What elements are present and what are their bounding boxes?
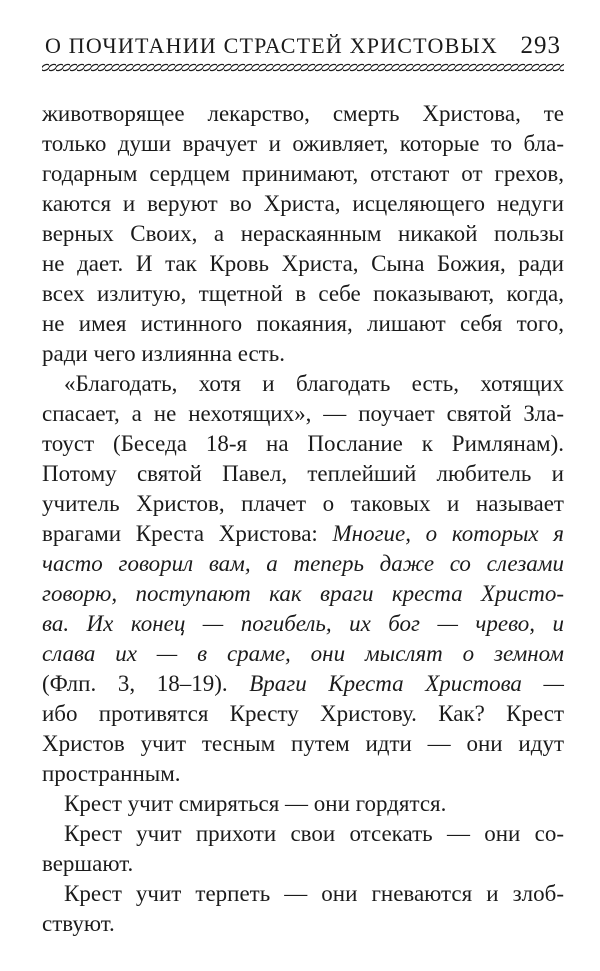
text-line <box>42 219 564 249</box>
page-number: 293 <box>520 32 561 59</box>
text-run: (Флп. 3, 18–19). <box>42 671 250 696</box>
page-header <box>42 26 564 58</box>
text-line <box>42 189 564 219</box>
paragraph <box>42 99 564 369</box>
paragraph <box>42 879 564 939</box>
text-run: верных Своих, а нераскаянным никакой пользы <box>42 221 564 246</box>
text-line <box>42 369 564 399</box>
page-body <box>42 99 564 939</box>
text-run: «Благодать, хотя и благодать есть, хотящих <box>64 371 564 396</box>
text-run: говорю, поступают как враги креста Христо- <box>42 581 564 606</box>
text-line <box>42 909 564 939</box>
text-run: пространным. <box>42 761 181 786</box>
text-run: каются и веруют во Христа, исцеляющего недуги <box>42 191 564 216</box>
text-run: Враги Креста Христова — <box>249 671 564 696</box>
text-run: Крест учит смиряться — они гордятся. <box>64 791 447 816</box>
text-run: животворящее лекарство, смерть Христова, те <box>42 101 564 126</box>
text-run: часто говорил вам, а теперь даже со слезами <box>42 551 564 576</box>
text-run: годарным сердцем принимают, отстают от грехов, <box>42 161 564 186</box>
text-line <box>42 279 564 309</box>
text-run: Христов учит тесным путем идти — они идут <box>42 731 564 756</box>
text-line <box>42 849 564 879</box>
text-line <box>42 309 564 339</box>
text-run: Потому святой Павел, теплейший любитель и <box>42 461 564 486</box>
text-line <box>42 339 564 369</box>
text-run: не имея истинного покаяния, лишают себя того, <box>42 311 564 336</box>
running-title: О ПОЧИТАНИИ СТРАСТЕЙ ХРИСТОВЫХ <box>45 33 498 58</box>
text-line <box>42 729 564 759</box>
rope-chain-divider-icon <box>42 63 564 72</box>
text-line <box>42 489 564 519</box>
text-run: только души врачует и оживляет, которые то бла- <box>42 131 564 156</box>
text-run: не дает. И так Кровь Христа, Сына Божия, ради <box>42 251 564 276</box>
text-line <box>42 789 564 819</box>
text-run: врагами Креста Христова: <box>42 521 333 546</box>
text-line <box>42 429 564 459</box>
text-line <box>42 519 564 549</box>
paragraph <box>42 369 564 789</box>
text-run: ради чего излиянна есть. <box>42 341 285 366</box>
text-line <box>42 879 564 909</box>
text-line <box>42 579 564 609</box>
text-line <box>42 549 564 579</box>
text-run: Крест учит прихоти свои отсекать — они со- <box>64 821 564 846</box>
text-run: Многие, о которых я <box>332 521 564 546</box>
paragraph <box>42 819 564 879</box>
text-run: спасает, а не нехотящих», — поучает святой Зла- <box>42 401 564 426</box>
text-line <box>42 819 564 849</box>
text-line <box>42 459 564 489</box>
text-line <box>42 699 564 729</box>
paragraph <box>42 789 564 819</box>
text-line <box>42 399 564 429</box>
text-line <box>42 159 564 189</box>
text-line <box>42 129 564 159</box>
text-line <box>42 759 564 789</box>
text-line <box>42 249 564 279</box>
text-line <box>42 609 564 639</box>
text-run: слава их — в сраме, они мыслят о земном <box>42 641 564 666</box>
text-run: вершают. <box>42 851 134 876</box>
text-run: ва. Их конец — погибель, их бог — чрево, и <box>42 611 564 636</box>
text-line <box>42 669 564 699</box>
text-line <box>42 99 564 129</box>
text-run: ствуют. <box>42 911 115 936</box>
text-run: учитель Христов, плачет о таковых и называет <box>42 491 564 516</box>
text-line <box>42 639 564 669</box>
text-run: ибо противятся Кресту Христову. Как? Крест <box>42 701 564 726</box>
text-run: Крест учит терпеть — они гневаются и злоб- <box>64 881 564 906</box>
text-run: всех излитую, тщетной в себе показывают, когда, <box>42 281 564 306</box>
text-run: тоуст (Беседа 18-я на Послание к Римлянам). <box>42 431 564 456</box>
